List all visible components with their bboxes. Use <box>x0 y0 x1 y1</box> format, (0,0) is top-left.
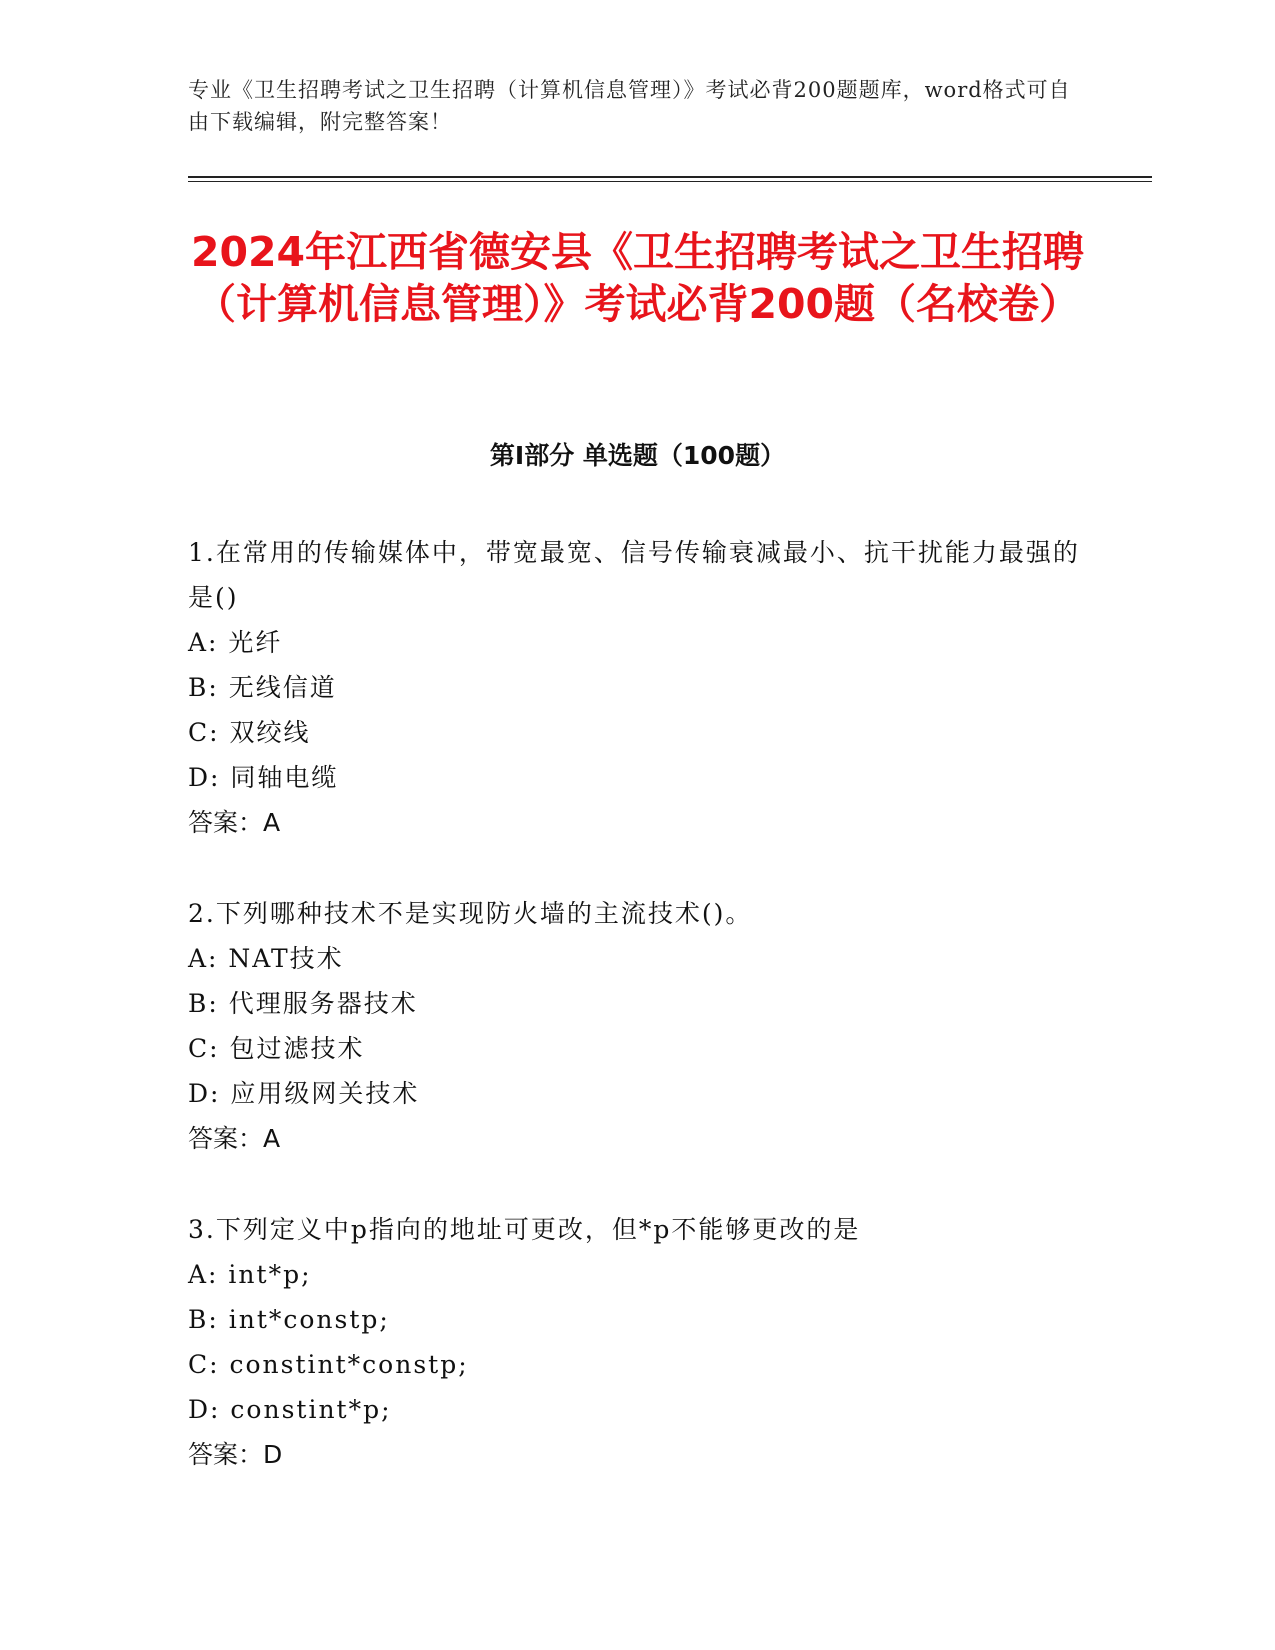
option-c: C: 双绞线 <box>188 718 311 747</box>
document-title: 2024年江西省德安县《卫生招聘考试之卫生招聘（计算机信息管理）》考试必背200题（名校卷） <box>190 228 1085 328</box>
option-a: A: int*p; <box>188 1260 312 1289</box>
question-stem: 3.下列定义中p指向的地址可更改，但*p不能够更改的是 <box>188 1215 861 1244</box>
header-rule-thick <box>188 176 1152 178</box>
question-2 <box>188 891 1088 1161</box>
question-list <box>188 530 1088 1523</box>
option-a: A: 光纤 <box>188 628 283 657</box>
header-rule-thin <box>188 181 1152 182</box>
option-a: A: NAT技术 <box>188 944 344 973</box>
answer: 答案：A <box>188 1124 281 1153</box>
question-stem: 2.下列哪种技术不是实现防火墙的主流技术()。 <box>188 899 753 928</box>
question-3 <box>188 1207 1088 1477</box>
answer: 答案：A <box>188 808 281 837</box>
question-1 <box>188 530 1088 845</box>
option-d: D: 应用级网关技术 <box>188 1079 420 1108</box>
question-stem: 1.在常用的传输媒体中，带宽最宽、信号传输衰减最小、抗干扰能力最强的是() <box>188 538 1080 612</box>
answer: 答案：D <box>188 1440 283 1469</box>
header-note: 专业《卫生招聘考试之卫生招聘（计算机信息管理）》考试必背200题题库，word格式可自由下载编辑，附完整答案！ <box>188 78 1071 134</box>
option-b: B: int*constp; <box>188 1305 390 1334</box>
option-b: B: 代理服务器技术 <box>188 989 418 1018</box>
option-d: D: 同轴电缆 <box>188 763 339 792</box>
section-heading: 第I部分 单选题（100题） <box>489 441 786 470</box>
option-c: C: 包过滤技术 <box>188 1034 365 1063</box>
option-b: B: 无线信道 <box>188 673 337 702</box>
option-d: D: constint*p; <box>188 1395 392 1424</box>
option-c: C: constint*constp; <box>188 1350 469 1379</box>
